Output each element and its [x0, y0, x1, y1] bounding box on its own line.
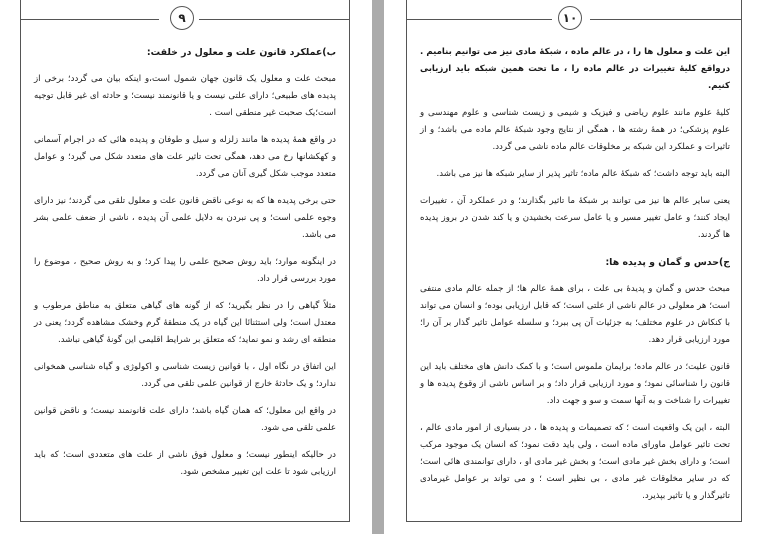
header-rule-right — [590, 19, 742, 20]
paragraph: در حالیکه اینطور نیست؛ و معلول فوق ناشی از علت های متعددی است؛ که باید ارزیابی شود تا علت این تغییر مشخص شود. — [34, 450, 336, 477]
header-rule-right — [199, 19, 350, 20]
paragraph: در واقع این معلول؛ که همان گیاه باشد؛ دارای علت قانونمند نیست؛ و ناقض قوانین علمی تلقی می شود. — [34, 406, 336, 433]
paragraph: در اینگونه موارد؛ باید روش صحیح علمی را پیدا کرد؛ و به روش صحیح ، موضوع را مورد بررسی قرار داد. — [34, 257, 336, 284]
paragraph: کلیهٔ علوم مانند علوم ریاضی و فیزیک و شیمی و زیست شناسی و علوم مهندسی و علوم پزشکی؛ در همهٔ رشته ها ، همگی از نتایج وجود شبکهٔ عالم ماده می باشد؛ و از تاثیرات و عملکرد این شبکه بر مخلوقات عالم ماده ناشی می گردد. — [420, 108, 730, 152]
page-content — [34, 44, 336, 491]
header-rule-left — [20, 19, 159, 20]
paragraph: مبحث علت و معلول یک قانون جهان شمول است،و اینکه بیان می گردد؛ برخی از پدیده های طبیعی؛ دارای علتی نیست و یا قانونمند نیست؛ و حادثه ای غیر قابل توجیه است؛یک صحبت غیر منطقی است . — [34, 74, 336, 118]
paragraph: البته ، این یک واقعیت است ؛ که تصمیمات و پدیده ها ، در بسیاری از امور مادی عالم ، تحت تاثیر عوامل ماورای ماده است ، ولی باید دقت نمود؛ که انسان یک موجود مرکب است؛ و دارای بخش غیر مادی است؛ و بخش غیر مادی او ، دارای توانمندی هائی است؛ که در سایر مخلوقات غیر مادی ، بی نظیر است ؛ و می تواند بر عوامل غیرمادی تاثیرگذار و یا تاثیر بپذیرد. — [420, 423, 730, 501]
intro-paragraph: این علت و معلول ها را ، در عالم ماده ، شبکهٔ مادی نیز می توانیم بنامیم . درواقع کلیهٔ تغییرات در عالم ماده را ، ما تحت همین شبکه باید ارزیابی کنیم. — [420, 47, 730, 91]
paragraph: در واقع همهٔ پدیده ها مانند زلزله و سیل و طوفان و پدیده هائی که در اجرام آسمانی و کهکشانها رخ می دهد، همگی تحت تاثیر علت های متعدد شکل می گیرد؛ و عوامل متعدد موجب شکل گیری آنان می گردد. — [34, 135, 336, 179]
page-number: ۱۰ — [558, 6, 582, 30]
paragraph: مبحث حدس و گمان و پدیدهٔ بی علت ، برای همهٔ عالم ها؛ از جمله عالم مادی منتفی است؛ هر معلولی در عالم ناشی از علتی است؛ که قابل ارزیابی بوده؛ و انسان می تواند با کنکاش در علوم مختلف؛ به جزئیات آن پی ببرد؛ و سلسله عوامل تاثیر گذار بر آن را؛ مورد ارزیابی قرار دهد. — [420, 284, 730, 345]
section-heading: ج)حدس و گمان و پدیده ها: — [605, 257, 730, 268]
left-page — [0, 0, 372, 534]
paragraph: البته باید توجه داشت؛ که شبکهٔ عالم ماده؛ تاثیر پذیر از سایر شبکه ها نیز می باشد. — [436, 169, 730, 179]
section-heading: ب)عملکرد قانون علت و معلول در خلقت: — [146, 47, 336, 58]
paragraph: مثلاً گیاهی را در نظر بگیرید؛ که از گونه های گیاهی متعلق به مناطق مرطوب و معتدل است؛ ولی استثنائا این گیاه در یک منطقهٔ گرم وخشک مشاهده گردد؛ یعنی در منطقه ای رشد و نمو نماید؛ که متعلق بر شرایط اقلیمی این گونهٔ گیاهی نباشد. — [34, 301, 336, 345]
page-content — [420, 44, 730, 515]
header-rule-left — [406, 19, 552, 20]
page-number: ۹ — [170, 6, 194, 30]
right-page — [384, 0, 768, 534]
paragraph: یعنی سایر عالم ها نیز می توانند بر شبکهٔ ما تاثیر بگذارند؛ و در عملکرد آن ، تغییرات ایجاد کنند؛ و عامل تغییر مسیر و یا عامل سرعت بخشیدن و یا کند شدن در بروز پدیده ها گردند. — [420, 196, 730, 240]
paragraph: قانون علیت؛ در عالم ماده؛ برایمان ملموس است؛ و با کمک دانش های مختلف باید این قانون را شناسائی نمود؛ و مورد ارزیابی قرار داد؛ و بر اساس ناشی از وقوع پدیده ها و تغییرات را شناخت و به آنها سمت و سو و جهت داد. — [420, 362, 730, 406]
paragraph: این اتفاق در نگاه اول ، با قوانین زیست شناسی و اکولوژی و گیاه شناسی همخوانی ندارد؛ و یک حادثهٔ خارج از قوانین علمی تلقی می گردد. — [34, 362, 336, 389]
paragraph: حتی برخی پدیده ها که به نوعی ناقض قانون علت و معلول تلقی می گردند؛ نیز دارای وجوه علمی است؛ و پی نبردن به دلایل علمی آن پدیده ، ناشی از ضعف علمی بشر می باشد. — [34, 196, 336, 240]
